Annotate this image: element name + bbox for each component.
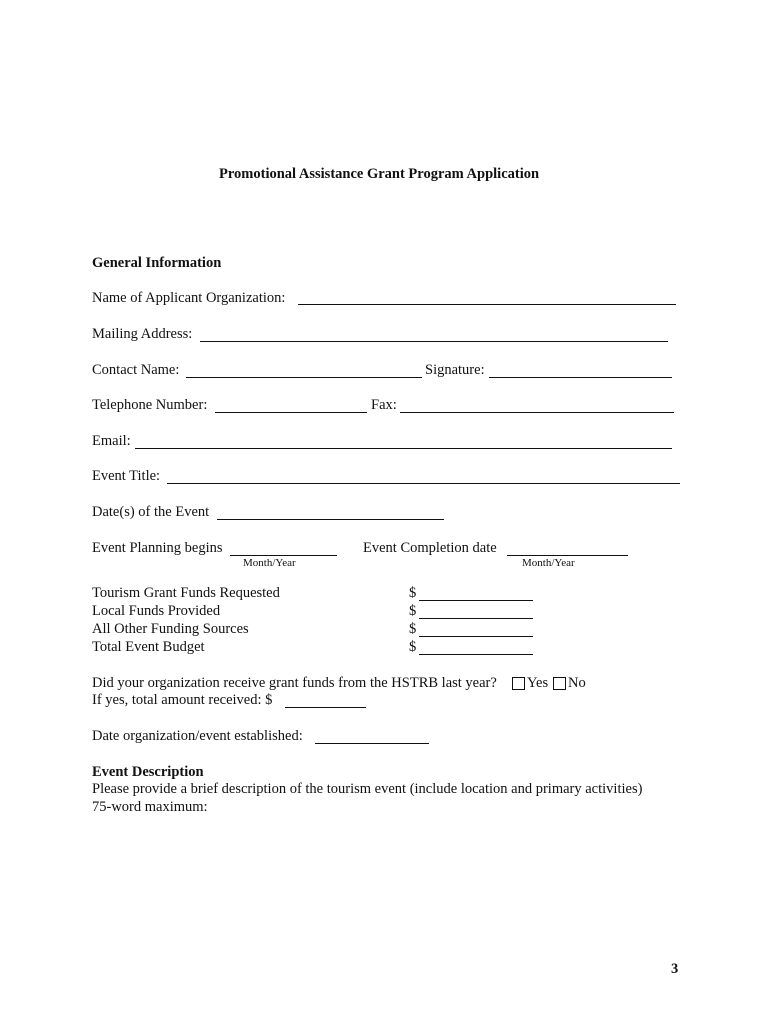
mailing-address-field[interactable] <box>200 341 668 342</box>
org-name-label: Name of Applicant Organization: <box>92 290 286 306</box>
org-name-field[interactable] <box>298 304 676 305</box>
word-limit-note: 75-word maximum: <box>92 799 208 815</box>
funding-dollar-local: $ <box>409 603 417 619</box>
completion-date-label: Event Completion date <box>363 540 497 556</box>
signature-label: Signature: <box>425 362 485 378</box>
funding-dollar-total: $ <box>409 639 417 655</box>
mailing-address-label: Mailing Address: <box>92 326 193 342</box>
completion-month-year-hint: Month/Year <box>522 557 575 569</box>
email-label: Email: <box>92 433 131 449</box>
telephone-field[interactable] <box>215 412 367 413</box>
fax-field[interactable] <box>400 412 674 413</box>
yes-checkbox[interactable] <box>512 677 525 690</box>
section-heading-general: General Information <box>92 255 222 271</box>
event-description-heading: Event Description <box>92 764 204 780</box>
event-description-prompt: Please provide a brief description of the tourism event (include location and primary activities) <box>92 781 643 797</box>
planning-begins-field[interactable] <box>230 555 337 556</box>
amount-received-field[interactable] <box>285 707 366 708</box>
established-label: Date organization/event established: <box>92 728 303 744</box>
completion-date-field[interactable] <box>507 555 628 556</box>
page-number: 3 <box>671 961 679 977</box>
funding-dollar-other: $ <box>409 621 417 637</box>
planning-month-year-hint: Month/Year <box>243 557 296 569</box>
planning-begins-label: Event Planning begins <box>92 540 223 556</box>
funding-field-total[interactable] <box>419 654 533 655</box>
funding-field-local[interactable] <box>419 618 533 619</box>
event-title-field[interactable] <box>167 483 680 484</box>
contact-name-label: Contact Name: <box>92 362 180 378</box>
amount-received-label: If yes, total amount received: $ <box>92 692 273 708</box>
funding-label-other: All Other Funding Sources <box>92 621 249 637</box>
no-label: No <box>568 675 586 691</box>
yes-label: Yes <box>527 675 549 691</box>
event-dates-field[interactable] <box>217 519 444 520</box>
page-title: Promotional Assistance Grant Program Application <box>219 166 540 182</box>
funding-dollar-grant: $ <box>409 585 417 601</box>
telephone-label: Telephone Number: <box>92 397 208 413</box>
funding-label-local: Local Funds Provided <box>92 603 221 619</box>
funding-label-grant: Tourism Grant Funds Requested <box>92 585 280 601</box>
event-title-label: Event Title: <box>92 468 161 484</box>
hstrb-question: Did your organization receive grant funds from the HSTRB last year? <box>92 675 497 691</box>
fax-label: Fax: <box>371 397 397 413</box>
event-dates-label: Date(s) of the Event <box>92 504 210 520</box>
email-field[interactable] <box>135 448 672 449</box>
established-field[interactable] <box>315 743 429 744</box>
funding-label-total: Total Event Budget <box>92 639 205 655</box>
signature-field[interactable] <box>489 377 672 378</box>
funding-field-other[interactable] <box>419 636 533 637</box>
funding-field-grant[interactable] <box>419 600 533 601</box>
contact-name-field[interactable] <box>186 377 422 378</box>
no-checkbox[interactable] <box>553 677 566 690</box>
